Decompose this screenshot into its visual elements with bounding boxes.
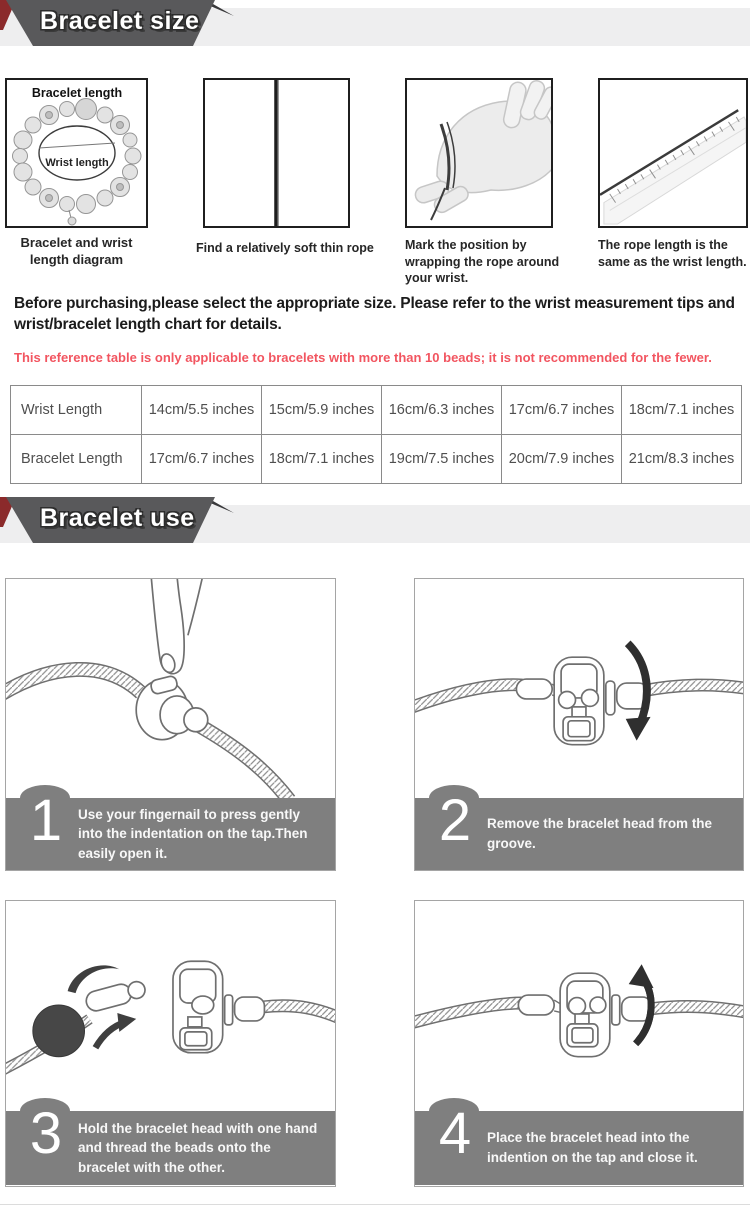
table-cell: 18cm/7.1 inches [262,435,382,484]
bracelet-size-banner [0,0,750,58]
step-text: Use your fingernail to press gently into the indentation on the tap.Then easily open it. [78,806,308,861]
wrist-ellipse [39,126,115,180]
ruler-illustration [600,80,746,226]
use-step-panel-1 [5,578,336,871]
size-reference-table [10,385,742,484]
hand-shapes [413,80,551,215]
table-cell: Bracelet Length [11,435,142,484]
step2-caption-band [415,788,743,870]
image-caption-3: Mark the position by wrapping the rope around your wrist. [405,238,560,285]
bracelet-diagram-illustration [7,80,146,226]
bracelet-diagram-image [5,78,148,228]
wrist-length-label: Wrist length [45,157,109,169]
table-cell: 20cm/7.9 inches [502,435,622,484]
step3-caption-band [6,1101,335,1185]
table-row [11,386,742,435]
clasp-illustration [136,675,208,740]
table-cell: 19cm/7.5 inches [382,435,502,484]
ruler-image [598,78,748,228]
step3-illustration [6,901,335,1111]
use-step-panel-4 [414,900,744,1187]
step-text: Remove the bracelet head from the groove. [487,816,713,851]
table-cell: 17cm/6.7 inches [502,386,622,435]
clasp-illustration [518,973,651,1056]
step1-caption-band [6,788,335,870]
step4-caption-band [415,1101,743,1185]
wrist-wrap-image [405,78,553,228]
step1-illustration [6,579,335,798]
table-cell: 21cm/8.3 inches [622,435,742,484]
step-number: 1 [29,788,63,853]
pressing-finger [151,579,203,674]
table-cell: 15cm/5.9 inches [262,386,382,435]
image-caption-2: Find a relatively soft thin rope [196,241,374,255]
rope-image [203,78,350,228]
wrist-wrap-illustration [407,80,551,226]
table-cell: 18cm/7.1 inches [622,386,742,435]
step-number: 2 [438,788,472,853]
step-text: Place the bracelet head into the indention on the tap and close it. [487,1130,698,1165]
image-caption-4: The rope length is the same as the wrist length. [598,238,747,269]
step2-illustration [415,579,743,798]
reference-warning: This reference table is only applicable to bracelets with more than 10 beads; it is not recommended for the fewer. [14,350,712,365]
rope-illustration [205,80,348,226]
step-number: 3 [29,1101,63,1166]
table-cell: Wrist Length [11,386,142,435]
image-caption-1: Bracelet and wrist length diagram [20,235,133,268]
table-cell: 14cm/5.5 inches [142,386,262,435]
step-text: Hold the bracelet head with one hand and thread the beads onto the bracelet with the other. [78,1120,318,1175]
clasp-illustration [173,961,264,1052]
table-cell: 17cm/6.7 inches [142,435,262,484]
dark-bead [33,1005,85,1057]
section-title-use: Bracelet use [40,504,195,532]
table-cell: 16cm/6.3 inches [382,386,502,435]
bracelet-use-banner [0,497,750,555]
use-step-panel-3 [5,900,336,1187]
table-row [11,435,742,484]
clasp-illustration [516,657,648,744]
bracelet-length-label: Bracelet length [31,86,123,100]
step-number: 4 [438,1101,472,1166]
page-bottom-divider [0,1204,750,1205]
purchase-note: Before purchasing,please select the appropriate size. Please refer to the wrist measurement tips and wrist/bracelet length chart for details. [14,295,735,333]
section-title-size: Bracelet size [40,7,200,35]
rope-tip [84,978,147,1013]
use-step-panel-2 [414,578,744,871]
arrow-up-icon [95,1013,136,1048]
step4-illustration [415,901,743,1111]
